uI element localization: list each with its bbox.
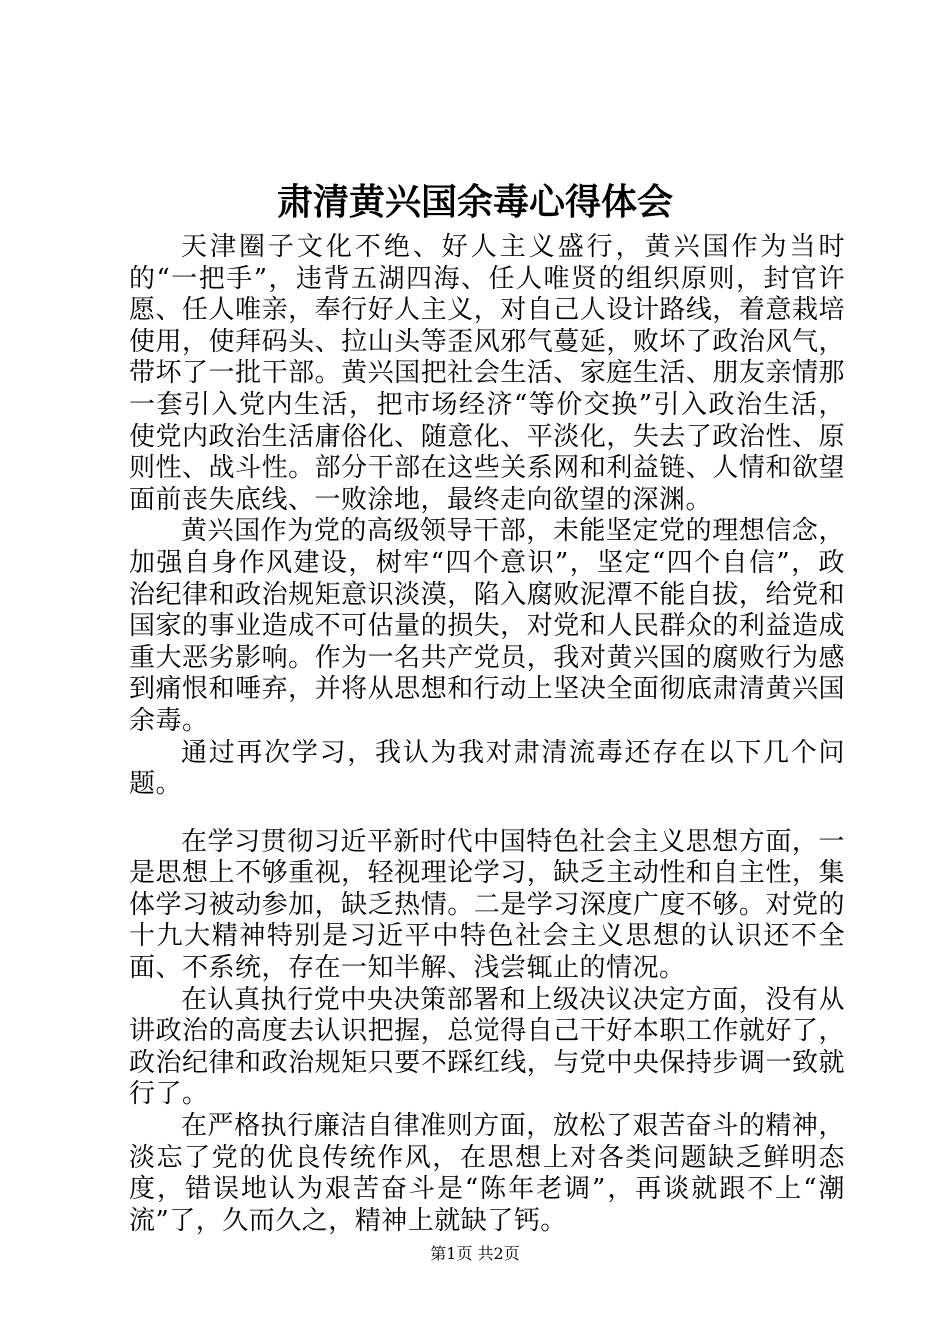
paragraph: 在学习贯彻习近平新时代中国特色社会主义思想方面，一是思想上不够重视，轻视理论学习，缺乏主动性和自主性，集体学习被动参加，缺乏热情。二是学习深度广度不够。对党的十九大精神特别是习近平中特色社会主义思想的认识还不全面、不系统，存在一知半解、浅尝辄止的情况。 <box>129 826 845 984</box>
page-number-footer: 第1页 共2页 <box>430 1244 520 1263</box>
paragraph: 黄兴国作为党的高级领导干部，未能坚定党的理想信念，加强自身作风建设，树牢“四个意识”，坚定“四个自信”，政治纪律和政治规矩意识淡漠，陷入腐败泥潭不能自拔，给党和国家的事业造成不可估量的损失，对党和人民群众的利益造成重大恶劣影响。作为一名共产党员，我对黄兴国的腐败行为感到痛恨和唾弃，并将从思想和行动上坚决全面彻底肃清黄兴国余毒。 <box>129 516 845 736</box>
paragraph: 天津圈子文化不绝、好人主义盛行，黄兴国作为当时的“一把手”，违背五湖四海、任人唯贤的组织原则，封官许愿、任人唯亲，奉行好人主义，对自己人设计路线，着意栽培使用，使拜码头、拉山头等歪风邪气蔓延，败坏了政治风气，带坏了一批干部。黄兴国把社会生活、家庭生活、朋友亲情那一套引入党内生活，把市场经济“等价交换”引入政治生活，使党内政治生活庸俗化、随意化、平淡化，失去了政治性、原则性、战斗性。部分干部在这些关系网和利益链、人情和欲望面前丧失底线、一败涂地，最终走向欲望的深渊。 <box>129 232 845 515</box>
document-title: 肃清黄兴国余毒心得体会 <box>276 181 673 223</box>
paragraph: 在严格执行廉洁自律准则方面，放松了艰苦奋斗的精神，淡忘了党的优良传统作风，在思想上对各类问题缺乏鲜明态度，错误地认为艰苦奋斗是“陈年老调”，再谈就跟不上“潮流”了，久而久之，精神上就缺了钙。 <box>129 1111 845 1236</box>
paragraph: 在认真执行党中央决策部署和上级决议决定方面，没有从讲政治的高度去认识把握，总觉得自己干好本职工作就好了，政治纪律和政治规矩只要不踩红线，与党中央保持步调一致就行了。 <box>129 984 845 1110</box>
document-body <box>129 232 845 1237</box>
blank-line <box>129 801 845 827</box>
paragraph: 通过再次学习，我认为我对肃清流毒还存在以下几个问题。 <box>129 737 845 800</box>
